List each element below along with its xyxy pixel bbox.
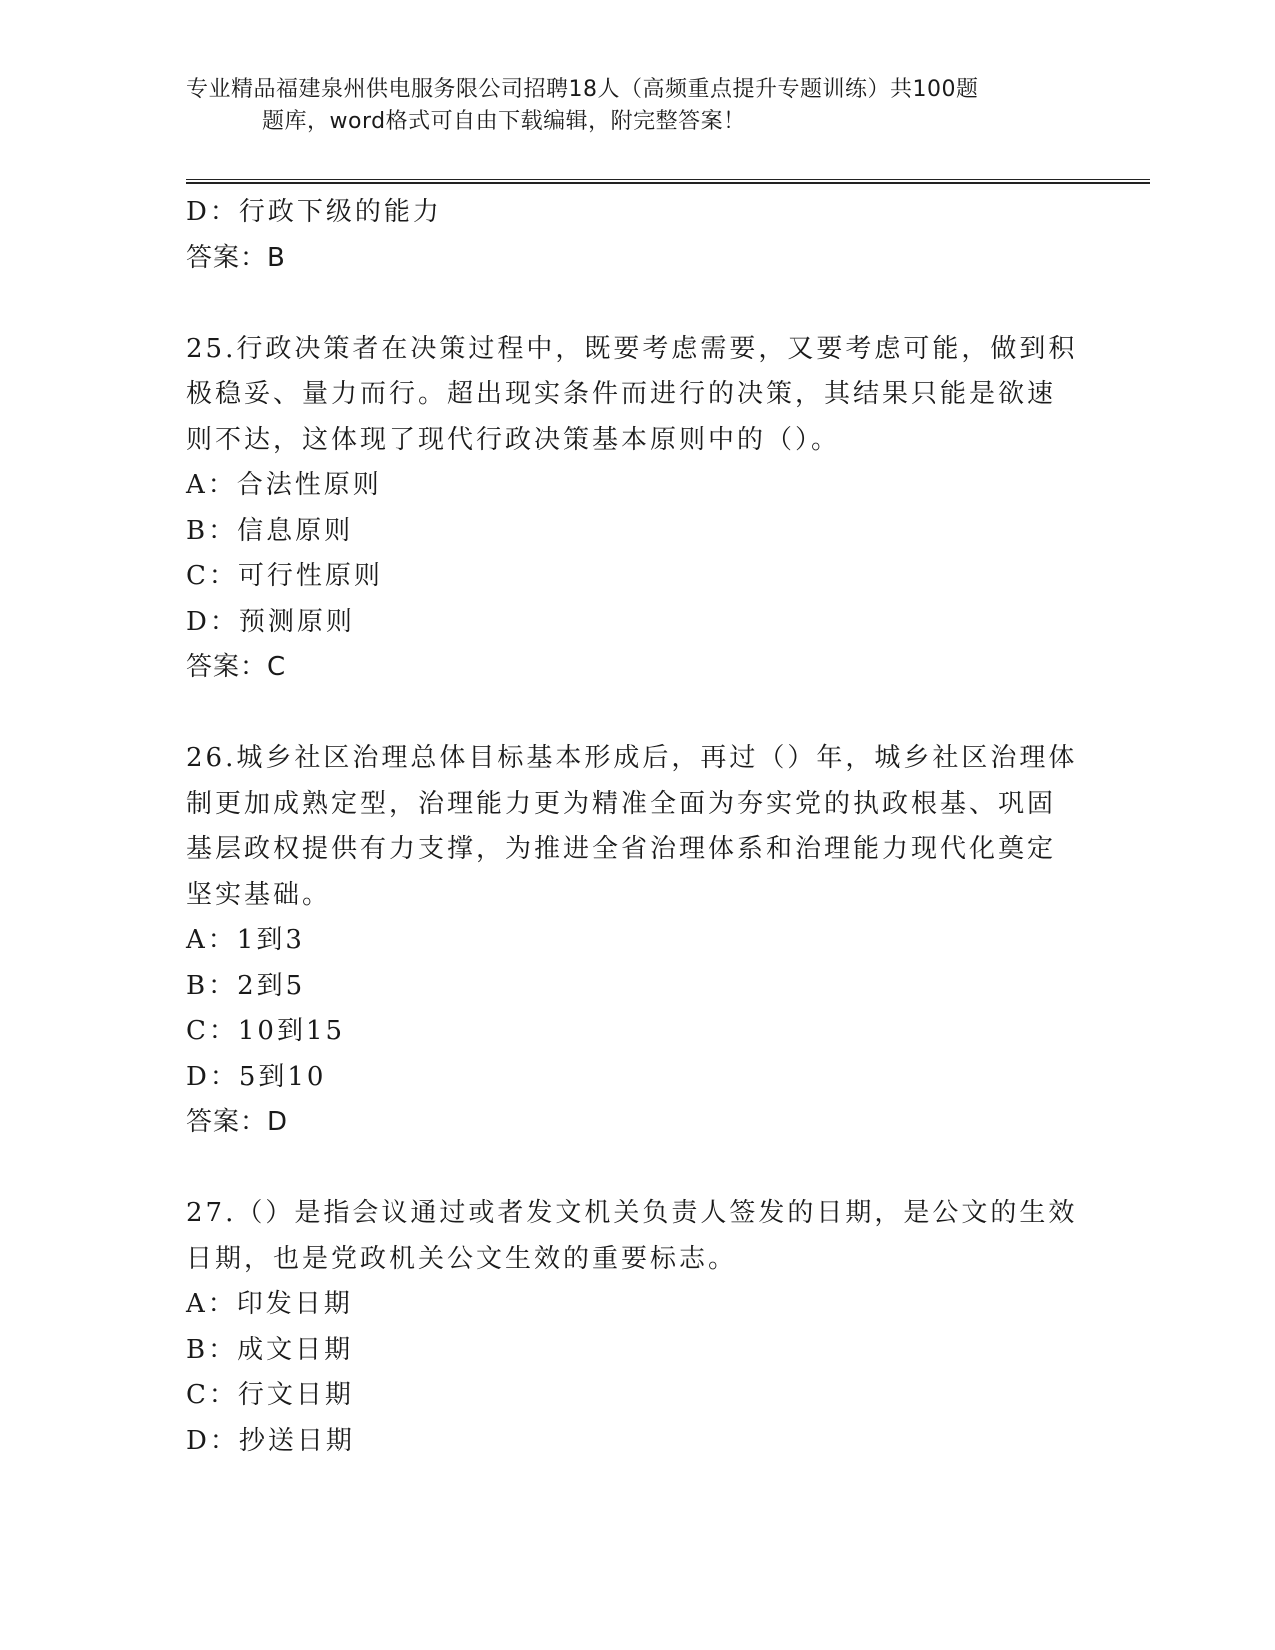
option-c: C：10到15 — [186, 1016, 346, 1046]
prev-answer: 答案：B — [186, 242, 286, 273]
question-stem-line: 制更加成熟定型，治理能力更为精准全面为夯实党的执政根基、巩固 — [186, 788, 1057, 819]
option-c: C：行文日期 — [186, 1380, 354, 1410]
header-line-1: 专业精品福建泉州供电服务限公司招聘18人（高频重点提升专题训练）共100题 — [186, 77, 979, 102]
question-25 — [186, 327, 1086, 691]
spacer — [186, 1146, 1086, 1192]
question-stem-line: 日期，也是党政机关公文生效的重要标志。 — [186, 1243, 738, 1274]
document-body — [186, 190, 1086, 1464]
question-stem-line: 26.城乡社区治理总体目标基本形成后，再过（）年，城乡社区治理体 — [186, 743, 1078, 773]
question-stem-line: 极稳妥、量力而行。超出现实条件而进行的决策，其结果只能是欲速 — [186, 379, 1057, 409]
question-stem-line: 则不达，这体现了现代行政决策基本原则中的（）。 — [186, 424, 841, 455]
question-stem-line: 25.行政决策者在决策过程中，既要考虑需要，又要考虑可能，做到积 — [186, 333, 1078, 364]
page-header — [186, 74, 1066, 138]
option-a: A：合法性原则 — [186, 470, 382, 500]
answer: 答案：D — [186, 1107, 289, 1137]
option-b: B：2到5 — [186, 970, 306, 1001]
option-c: C：可行性原则 — [186, 561, 383, 591]
prev-option-d: D：行政下级的能力 — [186, 197, 442, 227]
option-d: D：抄送日期 — [186, 1425, 355, 1456]
spacer — [186, 281, 1086, 327]
option-a: A：1到3 — [186, 925, 305, 955]
question-stem-line: 坚实基础。 — [186, 879, 332, 910]
question-26 — [186, 736, 1086, 1146]
question-stem-line: 27.（）是指会议通过或者发文机关负责人签发的日期，是公文的生效 — [186, 1198, 1078, 1228]
header-divider — [186, 179, 1150, 184]
option-b: B：成文日期 — [186, 1334, 354, 1365]
header-line-2: 题库，word格式可自由下载编辑，附完整答案！ — [262, 109, 746, 134]
option-a: A：印发日期 — [186, 1289, 353, 1319]
option-d: D：预测原则 — [186, 606, 355, 637]
answer: 答案：C — [186, 652, 287, 682]
question-stem-line: 基层政权提供有力支撑，为推进全省治理体系和治理能力现代化奠定 — [186, 834, 1057, 864]
option-d: D：5到10 — [186, 1061, 327, 1092]
spacer — [186, 691, 1086, 737]
option-b: B：信息原则 — [186, 515, 354, 546]
question-27 — [186, 1191, 1086, 1464]
